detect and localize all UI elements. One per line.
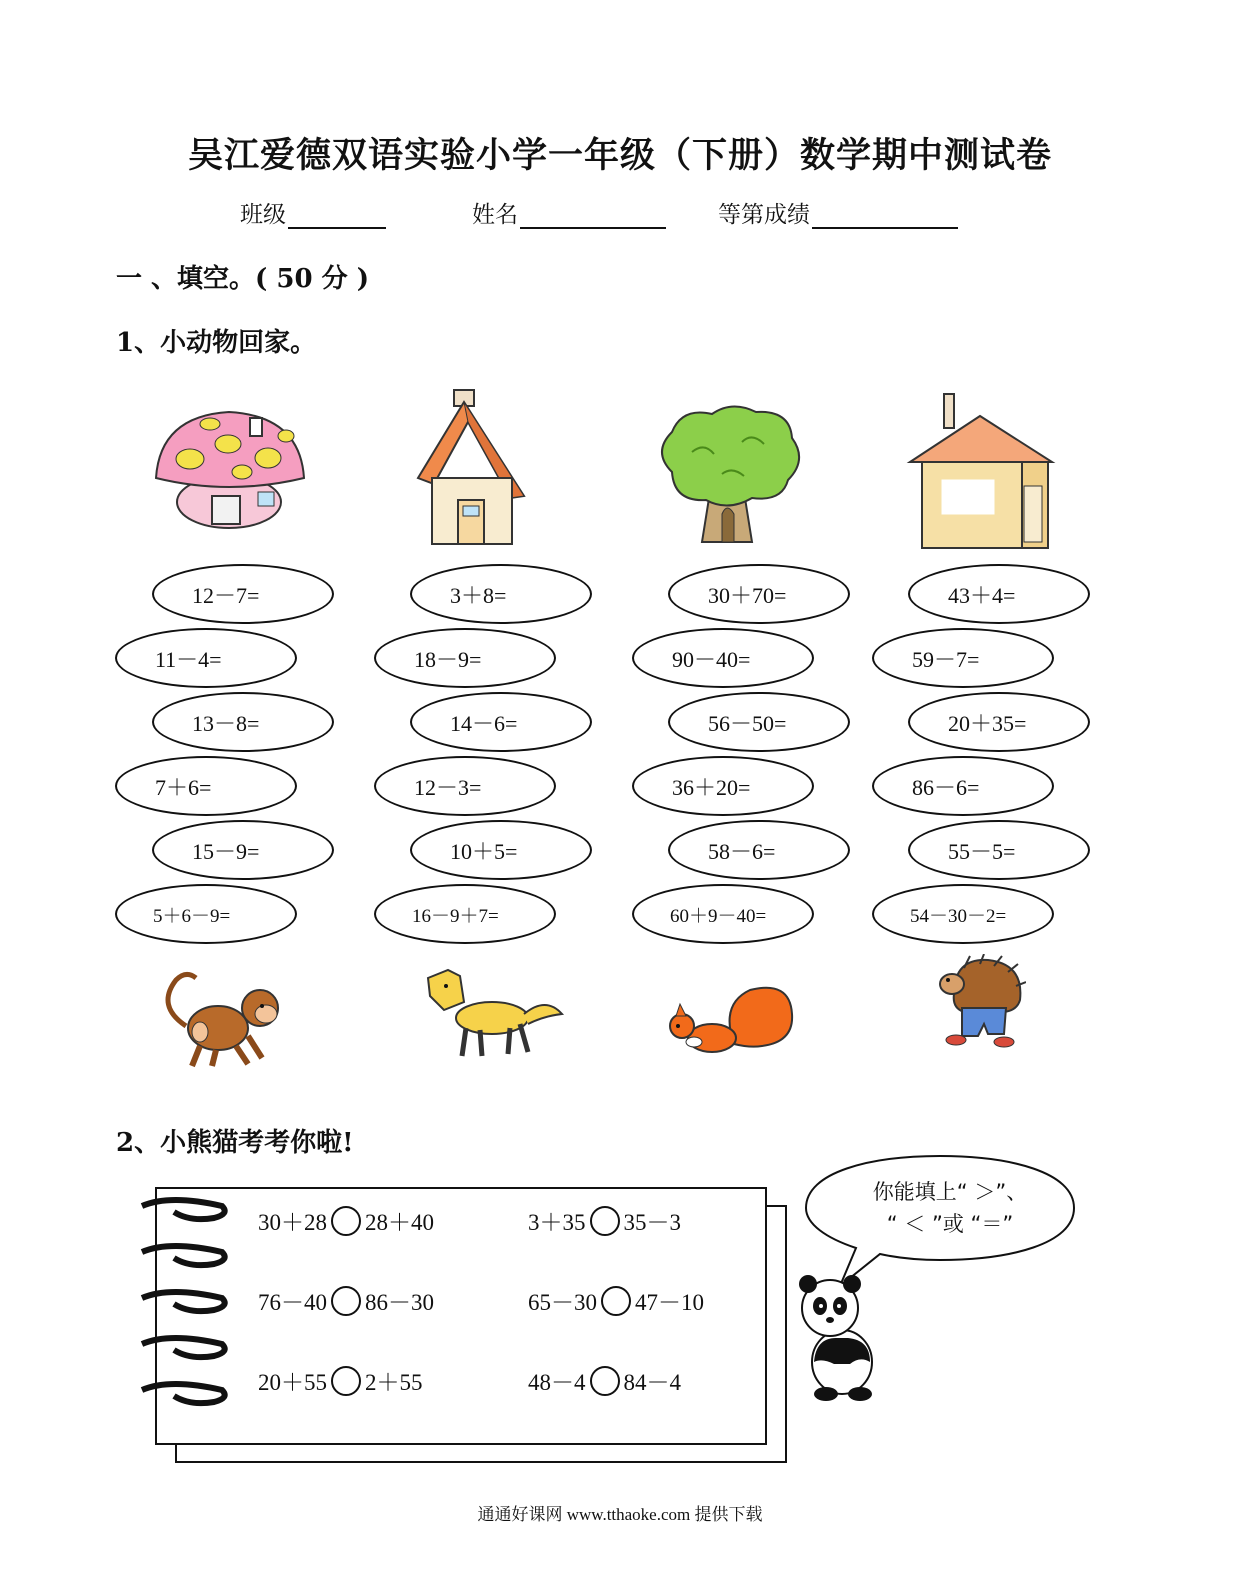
orange-roof-house-icon xyxy=(414,388,526,546)
class-label: 班级 xyxy=(240,202,286,228)
equation-oval[interactable]: 11－4= xyxy=(115,628,297,688)
equation-oval[interactable]: 58－6= xyxy=(668,820,850,880)
equation-oval[interactable]: 20＋35= xyxy=(908,692,1090,752)
dog-icon xyxy=(420,966,566,1060)
comparison-left: 30＋28 xyxy=(258,1210,327,1235)
equation-oval[interactable]: 56－50= xyxy=(668,692,850,752)
comparison-left: 65－30 xyxy=(528,1290,597,1315)
comparison-right: 47－10 xyxy=(635,1290,704,1315)
comparison-circle[interactable] xyxy=(331,1366,361,1396)
monkey-icon xyxy=(156,966,288,1070)
equation-oval[interactable]: 55－5= xyxy=(908,820,1090,880)
comparison-item xyxy=(258,1204,434,1237)
name-field xyxy=(472,196,666,229)
comparison-item xyxy=(258,1284,434,1317)
equation-oval[interactable]: 5＋6－9= xyxy=(115,884,297,944)
tree-house-icon xyxy=(652,402,804,550)
bubble-line-2: “ ＜ ”或 “＝” xyxy=(886,1212,1014,1236)
comparison-left: 76－40 xyxy=(258,1290,327,1315)
mushroom-house-icon xyxy=(150,404,308,532)
comparison-item xyxy=(528,1364,681,1397)
grade-blank[interactable] xyxy=(812,199,958,229)
grade-field xyxy=(718,196,958,229)
page-title: 吴江爱德双语实验小学一年级（下册）数学期中测试卷 xyxy=(187,136,1052,176)
equation-oval[interactable]: 54－30－2= xyxy=(872,884,1054,944)
spiral-binding-icon xyxy=(130,1192,234,1422)
comparison-item xyxy=(528,1284,704,1317)
comparison-circle[interactable] xyxy=(331,1286,361,1316)
comparison-right: 86－30 xyxy=(365,1290,434,1315)
comparison-right: 28＋40 xyxy=(365,1210,434,1235)
panda-icon xyxy=(790,1266,886,1402)
comparison-left: 20＋55 xyxy=(258,1370,327,1395)
equation-oval[interactable]: 86－6= xyxy=(872,756,1054,816)
equation-oval[interactable]: 12－7= xyxy=(152,564,334,624)
comparison-circle[interactable] xyxy=(590,1206,620,1236)
equation-oval[interactable]: 7＋6= xyxy=(115,756,297,816)
name-label: 姓名 xyxy=(472,202,518,228)
comparison-right: 2＋55 xyxy=(365,1370,423,1395)
comparison-left: 3＋35 xyxy=(528,1210,586,1235)
grade-label: 等第成绩 xyxy=(718,202,810,228)
squirrel-icon xyxy=(664,984,796,1060)
equation-oval[interactable]: 36＋20= xyxy=(632,756,814,816)
equation-oval[interactable]: 30＋70= xyxy=(668,564,850,624)
equation-oval[interactable]: 10＋5= xyxy=(410,820,592,880)
q2-heading: 2、小熊猫考考你啦! xyxy=(116,1128,354,1158)
footer-credit: 通通好课网 www.tthaoke.com 提供下载 xyxy=(477,1505,763,1524)
equation-oval[interactable]: 18－9= xyxy=(374,628,556,688)
equation-oval[interactable]: 59－7= xyxy=(872,628,1054,688)
name-blank[interactable] xyxy=(520,199,666,229)
equation-oval[interactable]: 13－8= xyxy=(152,692,334,752)
comparison-circle[interactable] xyxy=(331,1206,361,1236)
comparison-right: 35－3 xyxy=(623,1210,681,1235)
equation-oval[interactable]: 60＋9－40= xyxy=(632,884,814,944)
brick-house-icon xyxy=(906,392,1056,550)
equation-oval[interactable]: 90－40= xyxy=(632,628,814,688)
equation-oval[interactable]: 15－9= xyxy=(152,820,334,880)
q1-heading: 1、小动物回家。 xyxy=(116,328,317,358)
bubble-line-1: 你能填上“ ＞”、 xyxy=(872,1180,1028,1204)
class-field xyxy=(240,196,386,229)
equation-oval[interactable]: 43＋4= xyxy=(908,564,1090,624)
equation-oval[interactable]: 16－9＋7= xyxy=(374,884,556,944)
comparison-left: 48－4 xyxy=(528,1370,586,1395)
equation-oval[interactable]: 14－6= xyxy=(410,692,592,752)
comparison-item xyxy=(258,1364,423,1397)
section1-heading: 一 、填空。( 50 分 ) xyxy=(116,264,369,294)
speech-bubble-text xyxy=(835,1176,1065,1240)
equation-oval[interactable]: 12－3= xyxy=(374,756,556,816)
comparison-circle[interactable] xyxy=(590,1366,620,1396)
comparison-circle[interactable] xyxy=(601,1286,631,1316)
hedgehog-icon xyxy=(934,954,1026,1052)
comparison-item xyxy=(528,1204,681,1237)
equation-oval[interactable]: 3＋8= xyxy=(410,564,592,624)
comparison-right: 84－4 xyxy=(623,1370,681,1395)
class-blank[interactable] xyxy=(288,199,386,229)
